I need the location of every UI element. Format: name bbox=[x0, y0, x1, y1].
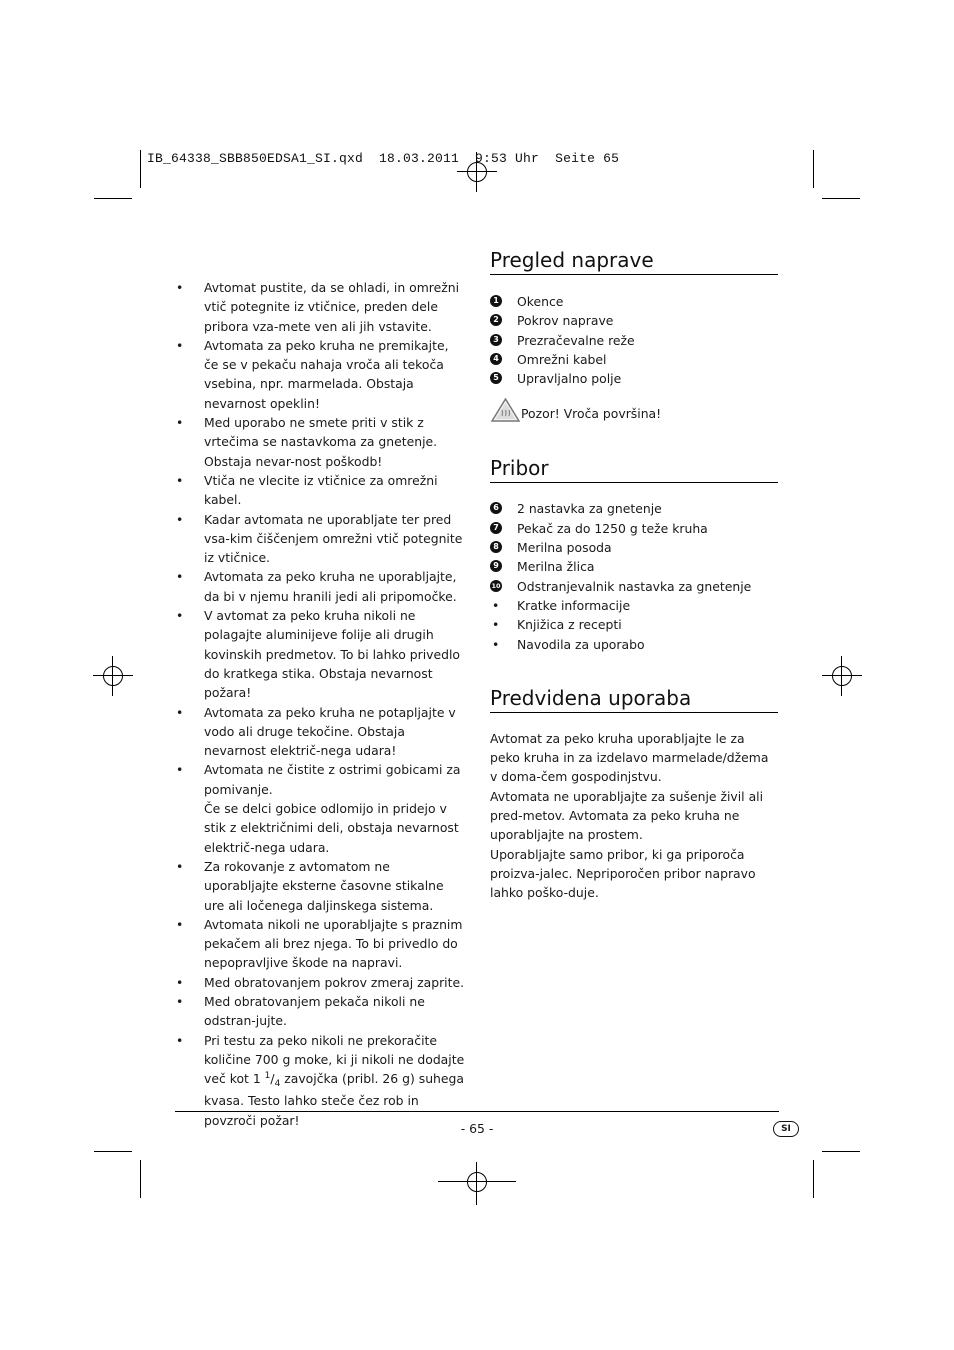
bullet: • bbox=[176, 511, 184, 527]
list-item bbox=[176, 606, 466, 702]
bullet: • bbox=[492, 617, 500, 633]
section-heading-overview: Pregled naprave bbox=[490, 248, 778, 275]
section-heading-accessories: Pribor bbox=[490, 456, 778, 483]
crop-mark bbox=[94, 1151, 132, 1152]
list-item bbox=[490, 311, 778, 330]
item-text: Kadar avtomata ne uporabljate ter pred vsa-kim čiščenjem omrežni vtič potegnite iz vtičnice. bbox=[204, 511, 463, 566]
number-badge: 1 bbox=[490, 295, 502, 307]
item-text: Za rokovanje z avtomatom ne uporabljajte eksterne časovne stikalne ure ali ločenega daljinskega sistema. bbox=[204, 858, 444, 913]
list-item bbox=[176, 336, 466, 413]
number-badge: 7 bbox=[490, 522, 502, 534]
list-item bbox=[176, 471, 466, 510]
list-item bbox=[176, 278, 466, 336]
number-badge: 10 bbox=[491, 581, 501, 590]
item-label: Navodila za uporabo bbox=[517, 636, 645, 652]
list-item bbox=[176, 973, 466, 992]
bullet: • bbox=[176, 993, 184, 1009]
bullet: • bbox=[176, 472, 184, 488]
item-text: Med obratovanjem pokrov zmeraj zaprite. bbox=[204, 974, 465, 990]
footer-rule bbox=[175, 1111, 779, 1112]
overview-list bbox=[490, 292, 778, 388]
list-item bbox=[490, 331, 778, 350]
list-item bbox=[490, 519, 778, 538]
crop-mark bbox=[140, 1160, 141, 1198]
crop-mark bbox=[94, 198, 132, 199]
crop-mark bbox=[140, 150, 141, 188]
bullet: • bbox=[176, 916, 184, 932]
crop-mark bbox=[813, 150, 814, 188]
list-item bbox=[490, 538, 778, 557]
item-text-part2: zavojčka (pribl. 26 g) suhega kvasa. Testo lahko steče čez rob in povzroči požar! bbox=[204, 1071, 464, 1128]
item-text: V avtomat za peko kruha nikoli ne polagajte aluminijeve folije ali drugih kovinskih predmetov. To bi lahko privedlo do kratkega stika. Obstaja nevarnost požara! bbox=[204, 608, 460, 701]
list-item bbox=[176, 567, 466, 606]
accessories-bullets bbox=[490, 596, 778, 654]
item-label: Pekač za do 1250 g teže kruha bbox=[517, 520, 708, 536]
intended-use-text bbox=[490, 729, 778, 903]
item-text: Med uporabo ne smete priti v stik z vrtečima se nastavkoma za gnetenje. Obstaja nevar-nost poškodb! bbox=[204, 415, 438, 469]
list-item bbox=[490, 350, 778, 369]
item-text: Vtiča ne vlecite iz vtičnice za omrežni kabel. bbox=[204, 472, 438, 508]
bullet: • bbox=[492, 636, 500, 652]
item-text: Avtomata za peko kruha ne premikajte, če se v pekaču nahaja vroča ali tekoča vsebina, npr. marmelada. Obstaja nevarnost opeklin! bbox=[204, 337, 449, 411]
item-label: Merilna žlica bbox=[517, 559, 595, 575]
number-badge: 9 bbox=[490, 560, 502, 572]
number-badge: 8 bbox=[490, 541, 502, 553]
item-label: Knjižica z recepti bbox=[517, 617, 622, 633]
list-item bbox=[490, 577, 778, 596]
page-number: - 65 - bbox=[460, 1121, 494, 1136]
item-text: Avtomata ne čistite z ostrimi gobicami za pomivanje. bbox=[204, 762, 461, 797]
registration-line bbox=[438, 1181, 516, 1182]
item-label: Okence bbox=[517, 294, 564, 309]
list-item bbox=[176, 1031, 466, 1130]
bullet: • bbox=[176, 858, 184, 874]
item-text-part1: Pri testu za peko nikoli ne prekoračite količine 700 g moke, ki ji nikoli ne dodajte več kot 1 bbox=[204, 1032, 465, 1087]
item-label: Kratke informacije bbox=[517, 597, 631, 613]
item-label: Upravljalno polje bbox=[517, 371, 622, 387]
registration-mark-bottom bbox=[457, 1162, 497, 1202]
list-item bbox=[490, 369, 778, 388]
list-item bbox=[176, 915, 466, 973]
list-item bbox=[176, 992, 466, 1031]
list-item bbox=[176, 857, 466, 915]
item-extra-text: Če se delci gobice odlomijo in pridejo v stik z električnimi deli, obstaja nevarnost električ-nega udara. bbox=[204, 801, 459, 855]
warning-text: Pozor! Vroča površina! bbox=[521, 406, 662, 422]
item-text: Med obratovanjem pekača nikoli ne odstran-jujte. bbox=[204, 993, 425, 1029]
item-label: Pokrov naprave bbox=[517, 313, 614, 329]
list-item bbox=[490, 615, 778, 634]
number-badge: 5 bbox=[490, 372, 502, 384]
right-column bbox=[490, 248, 778, 903]
bullet: • bbox=[176, 569, 184, 585]
crop-mark bbox=[822, 198, 860, 199]
bullet: • bbox=[176, 762, 184, 778]
number-badge: 3 bbox=[490, 334, 502, 346]
number-badge: 6 bbox=[490, 502, 502, 514]
bullet: • bbox=[176, 704, 184, 720]
item-label: Prezračevalne reže bbox=[517, 332, 635, 348]
section-heading-intended-use: Predvidena uporaba bbox=[490, 686, 778, 713]
safety-list bbox=[176, 278, 466, 1031]
list-item bbox=[490, 499, 778, 518]
paragraph: Uporabljajte samo pribor, ki ga priporoča proizva-jalec. Nepriporočen pribor napravo lahko poško-duje. bbox=[490, 846, 756, 901]
item-text: Avtomata nikoli ne uporabljajte s praznim pekačem ali brez njega. To bi privedlo do nepopravljive škode na napravi. bbox=[204, 916, 463, 971]
registration-line bbox=[476, 1181, 477, 1205]
bullet: • bbox=[176, 337, 184, 353]
crop-mark bbox=[822, 1151, 860, 1152]
list-item bbox=[176, 510, 466, 568]
item-label: 2 nastavka za gnetenje bbox=[517, 501, 662, 517]
list-item bbox=[490, 635, 778, 654]
bullet: • bbox=[176, 415, 184, 431]
bullet: • bbox=[176, 608, 184, 624]
item-label: Merilna posoda bbox=[517, 540, 612, 556]
bullet: • bbox=[176, 974, 184, 990]
list-item bbox=[176, 760, 466, 856]
safety-list-last bbox=[176, 1031, 466, 1130]
item-text: Avtomata za peko kruha ne uporabljajte, da bi v njemu hranili jedi ali pripomočke. bbox=[204, 569, 457, 604]
paragraph: Avtomata ne uporabljajte za sušenje živil ali pred-metov. Avtomata za peko kruha ne uporabljajte na prostem. bbox=[490, 788, 764, 843]
fraction-denominator: 4 bbox=[274, 1079, 281, 1090]
language-badge: SI bbox=[773, 1121, 799, 1137]
list-item bbox=[490, 596, 778, 615]
safety-instructions bbox=[176, 278, 466, 1130]
list-item bbox=[176, 413, 466, 471]
bullet: • bbox=[176, 280, 184, 295]
list-item bbox=[490, 557, 778, 576]
number-badge: 2 bbox=[490, 314, 502, 326]
list-item bbox=[176, 703, 466, 761]
hot-surface-warning bbox=[490, 398, 778, 424]
bullet: • bbox=[176, 1032, 184, 1048]
number-badge: 4 bbox=[490, 353, 502, 365]
fraction-slash: / bbox=[270, 1071, 275, 1087]
accessories-list bbox=[490, 499, 778, 595]
paragraph: Avtomat za peko kruha uporabljajte le za peko kruha in za izdelavo marmelade/džema v doma-čem gospodinjstvu. bbox=[490, 730, 769, 785]
hot-surface-warning-icon bbox=[491, 398, 520, 422]
item-text: Avtomat pustite, da se ohladi, in omrežni vtič potegnite iz vtičnice, preden dele pribora vza-mete ven ali jih vstavite. bbox=[204, 280, 460, 334]
item-text: Avtomata za peko kruha ne potapljajte v vodo ali druge tekočine. Obstaja nevarnost električ-nega udara! bbox=[204, 704, 456, 759]
fraction-numerator: 1 bbox=[264, 1071, 271, 1082]
registration-mark-right bbox=[822, 656, 862, 696]
crop-mark bbox=[813, 1160, 814, 1198]
list-item bbox=[490, 292, 778, 311]
print-file-info: IB_64338_SBB850EDSA1_SI.qxd 18.03.2011 9:53 Uhr Seite 65 bbox=[147, 151, 620, 166]
item-label: Odstranjevalnik nastavka za gnetenje bbox=[517, 578, 752, 594]
registration-mark-left bbox=[93, 656, 133, 696]
item-label: Omrežni kabel bbox=[517, 351, 607, 367]
bullet: • bbox=[492, 597, 500, 613]
